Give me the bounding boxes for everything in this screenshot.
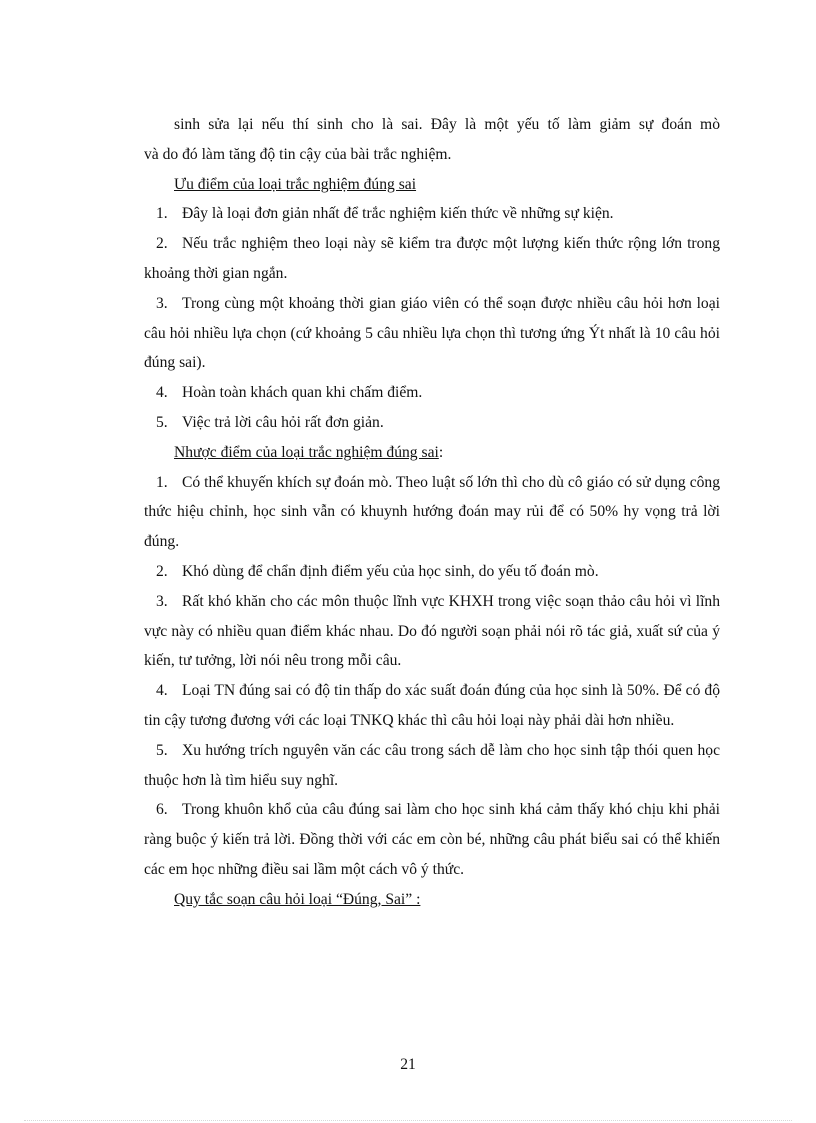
item-number: 6. [156,801,168,819]
item-number: 2. [156,235,168,253]
item-text: Việc trả lời câu hỏi rất đơn giản. [182,413,384,431]
item-number: 3. [156,592,168,610]
item-number: 4. [156,682,168,700]
item-number: 1. [156,473,168,491]
item-text: Nếu trắc nghiệm theo loại này sẽ kiểm tra được một lượng kiến thức rộng lớn trong khoảng thời gian ngắn. [144,235,720,282]
item-number: 4. [156,384,168,402]
disadvantages-heading-suffix: : [438,443,444,461]
item-text: Trong cùng một khoảng thời gian giáo viên có thể soạn được nhiều câu hỏi hơn loại câu hỏi nhiều lựa chọn (cứ khoảng 5 câu nhiều lựa chọn thì tương ứng Ýt nhất là 10 câu hỏi đúng sai). [144,294,720,372]
disadvantages-heading [144,438,720,468]
list-item [144,795,720,884]
item-text: Rất khó khăn cho các môn thuộc lĩnh vực KHXH trong việc soạn thảo câu hỏi vì lĩnh vực này có nhiều quan điểm khác nhau. Do đó người soạn phải nói rõ tác giả, xuất sứ của ý kiến, tư tưởng, lời nói nêu trong mỗi câu. [144,592,720,670]
list-item [144,557,720,587]
list-item [144,676,720,736]
item-number: 3. [156,294,168,312]
list-item [144,468,720,557]
item-text: Đây là loại đơn giản nhất để trắc nghiệm kiến thức về những sự kiện. [182,205,614,223]
list-item [144,378,720,408]
item-text: Có thể khuyến khích sự đoán mò. Theo luật số lớn thì cho dù cô giáo có sử dụng công thức hiệu chỉnh, học sinh vẫn có khuynh hướng đoán may rủi để có 50% hy vọng trả lời đúng. [144,473,720,551]
page-bottom-divider [24,1120,792,1121]
disadvantages-heading-text: Nhược điểm của loại trắc nghiệm đúng sai [174,443,439,461]
list-item [144,736,720,796]
rules-heading: Quy tắc soạn câu hỏi loại “Đúng, Sai” : [174,890,421,908]
intro-line-2: và do đó làm tăng độ tin cậy của bài trắc nghiệm. [144,145,452,163]
item-number: 1. [156,205,168,223]
item-text: Xu hướng trích nguyên văn các câu trong sách dễ làm cho học sinh tập thói quen học thuộc hơn là tìm hiểu suy nghĩ. [144,741,720,789]
page-number: 21 [400,1056,416,1073]
list-item [144,587,720,676]
intro-line-1: sinh sửa lại nếu thí sinh cho là sai. Đây là một yếu tố làm giảm sự đoán mò [174,116,720,133]
disadvantages-list [144,468,720,885]
item-text: Hoàn toàn khách quan khi chấm điểm. [182,384,423,402]
item-number: 5. [156,413,168,431]
list-item [144,408,720,438]
body-text [144,110,720,915]
item-number: 5. [156,741,168,759]
item-number: 2. [156,562,168,580]
advantages-list [144,199,720,437]
list-item [144,199,720,229]
list-item [144,289,720,378]
list-item [144,229,720,289]
item-text: Khó dùng để chẩn định điểm yếu của học sinh, do yếu tố đoán mò. [182,562,599,580]
item-text: Trong khuôn khổ của câu đúng sai làm cho học sinh khá cảm thấy khó chịu khi phải ràng buộc ý kiến trả lời. Đồng thời với các em còn bé, những câu phát biểu sai có thể khiến các em học những điều sai lầm một cách vô ý thức. [144,801,720,878]
item-text: Loại TN đúng sai có độ tin thấp do xác suất đoán đúng của học sinh là 50%. Để có độ tin cậy tương đương với các loại TNKQ khác thì câu hỏi loại này phải dài hơn nhiều. [144,682,720,729]
advantages-heading: Ưu điểm của loại trắc nghiệm đúng sai [174,175,417,193]
